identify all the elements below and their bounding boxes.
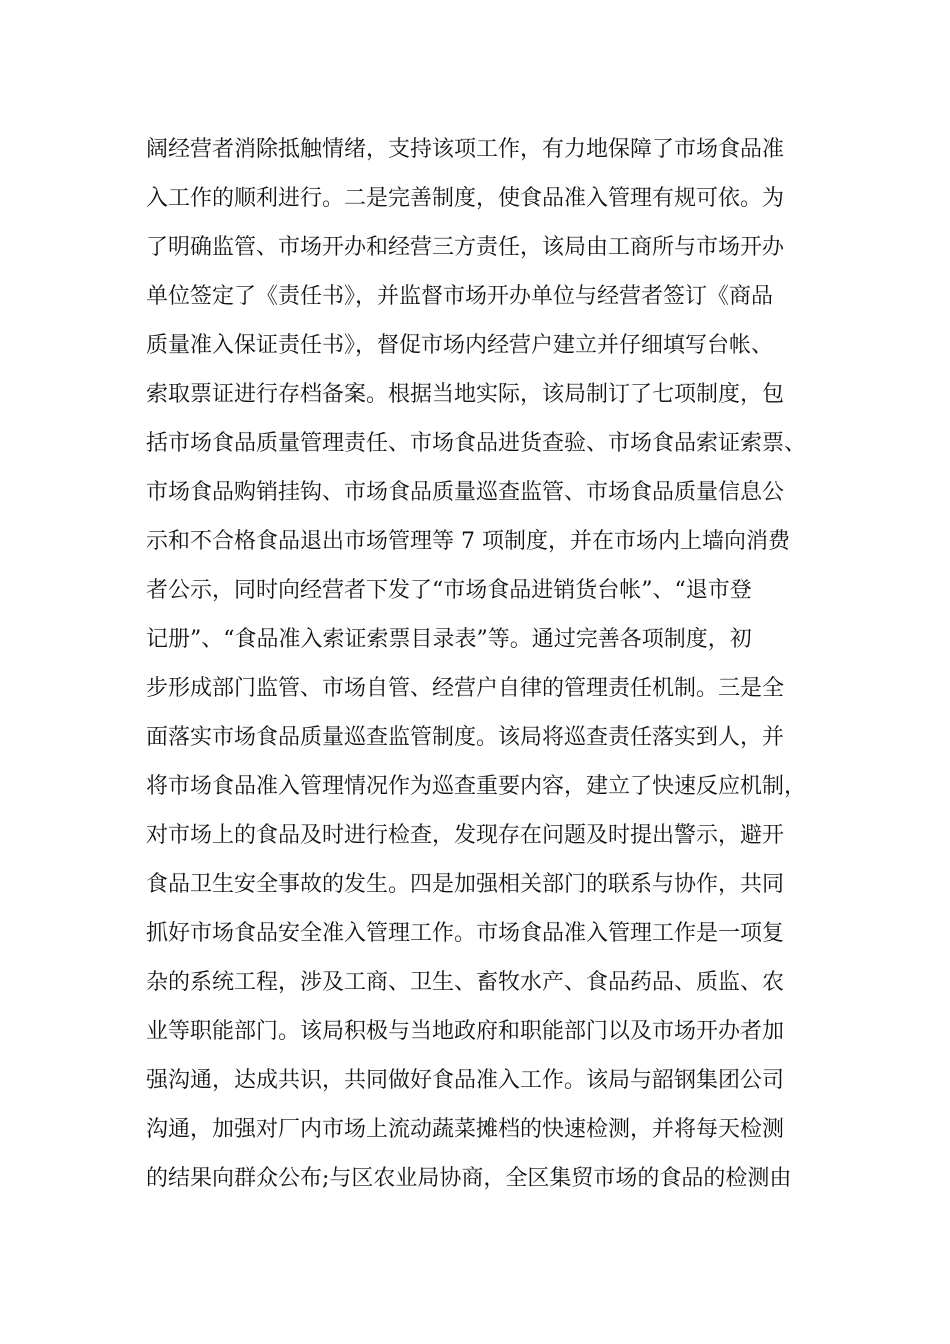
text-line: 沟通，加强对厂内市场上流动蔬菜摊档的快速检测，并将每天检测 bbox=[146, 1117, 785, 1142]
text-line: 括市场食品质量管理责任、市场食品进货查验、市场食品索证索票、 bbox=[146, 431, 807, 456]
text-line: 示和不合格食品退出市场管理等 7 项制度，并在市场内上墙向消费 bbox=[146, 529, 790, 554]
text-line: 抓好市场食品安全准入管理工作。市场食品准入管理工作是一项复 bbox=[146, 921, 785, 946]
text-line: 了明确监管、市场开办和经营三方责任，该局由工商所与市场开办 bbox=[146, 235, 785, 260]
text-line: 入工作的顺利进行。二是完善制度，使食品准入管理有规可依。为 bbox=[146, 186, 785, 211]
text-line: 业等职能部门。该局积极与当地政府和职能部门以及市场开办者加 bbox=[146, 1019, 785, 1044]
text-line: 的结果向群众公布;与区农业局协商，全区集贸市场的食品的检测由 bbox=[146, 1166, 792, 1191]
text-line: 步形成部门监管、市场自管、经营户自律的管理责任机制。三是全 bbox=[146, 676, 785, 701]
text-line: 阔经营者消除抵触情绪，支持该项工作，有力地保障了市场食品准 bbox=[146, 137, 785, 162]
body-paragraph bbox=[146, 131, 826, 1209]
text-line: 食品卫生安全事故的发生。四是加强相关部门的联系与协作，共同 bbox=[146, 872, 785, 897]
text-line: 单位签定了《责任书》，并监督市场开办单位与经营者签订《商品 bbox=[146, 284, 774, 309]
text-line: 强沟通，达成共识，共同做好食品准入工作。该局与韶钢集团公司 bbox=[146, 1068, 785, 1093]
text-line: 市场食品购销挂钩、市场食品质量巡查监管、市场食品质量信息公 bbox=[146, 480, 785, 505]
text-line: 记册”、“食品准入索证索票目录表”等。通过完善各项制度，初 bbox=[146, 627, 752, 652]
text-line: 面落实市场食品质量巡查监管制度。该局将巡查责任落实到人，并 bbox=[146, 725, 785, 750]
text-line: 将市场食品准入管理情况作为巡查重要内容，建立了快速反应机制， bbox=[146, 774, 807, 799]
text-line: 者公示，同时向经营者下发了“市场食品进销货台帐”、“退市登 bbox=[146, 578, 752, 603]
text-line: 对市场上的食品及时进行检查，发现存在问题及时提出警示，避开 bbox=[146, 823, 785, 848]
text-line: 索取票证进行存档备案。根据当地实际，该局制订了七项制度，包 bbox=[146, 382, 785, 407]
text-line: 质量准入保证责任书》，督促市场内经营户建立并仔细填写台帐、 bbox=[146, 333, 774, 358]
text-line: 杂的系统工程，涉及工商、卫生、畜牧水产、食品药品、质监、农 bbox=[146, 970, 785, 995]
